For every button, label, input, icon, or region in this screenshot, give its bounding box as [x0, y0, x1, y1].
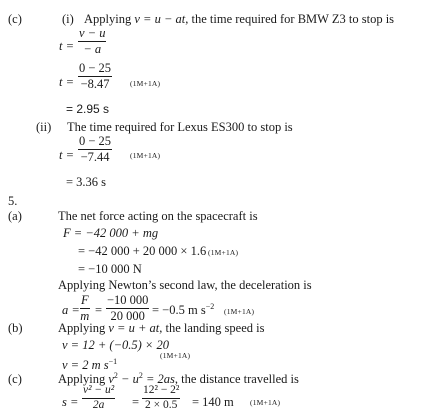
- part-b-intro: Applying v = u + at, the landing speed is: [58, 321, 265, 335]
- subpart-i-intro: Applying v = u − at, the time required for BMW Z3 to stop is: [84, 12, 395, 26]
- landing-speed-eq: v = 12 + (−0.5) × 20: [62, 338, 169, 352]
- formula-v-u-at: v = u − at: [134, 12, 186, 26]
- eq4-lhs: t =: [59, 148, 75, 162]
- eq2-lhs: t =: [59, 75, 75, 89]
- eq1-lhs: t =: [59, 39, 75, 53]
- eq4-fraction: $\frac{0 - 25}{-7.44}$: [79, 134, 112, 164]
- distance-lhs: s =: [62, 395, 79, 409]
- mark-annotation: (1M+1A): [224, 307, 255, 316]
- subpart-ii-text: The time required for Lexus ES300 to stop is: [67, 120, 293, 134]
- accel-equals: =: [95, 303, 103, 317]
- mark-annotation: (1M+1A): [130, 79, 161, 88]
- formula-kinematic-distance: $v^2 - u^2 = 2as$: [108, 371, 175, 386]
- formula-v-u-plus-at: v = u + at: [108, 321, 160, 335]
- force-eq-line1: F = −42 000 + mg: [63, 226, 159, 240]
- subpart-i-label: (i): [62, 12, 74, 26]
- accel-lhs: a =: [62, 303, 80, 317]
- accel-result: = −0.5 m $s^{-2}$: [152, 302, 215, 317]
- force-eq-line3: = −10 000 N: [78, 262, 142, 276]
- accel-fraction-values: $\frac{-10 000}{20 000}$: [107, 293, 149, 323]
- newton-law-text: Applying Newton’s second law, the deceleration is: [58, 278, 312, 292]
- force-eq-line2: = −42 000 + 20 000 × 1.6: [78, 244, 207, 258]
- landing-speed-result: v = 2 m $s^{-1}$: [62, 357, 118, 372]
- distance-fraction-values: $\frac{\text{12² − 2²}}{2 \times 0.5}$: [143, 384, 180, 411]
- distance-fraction-symbolic: $\frac{\text{v² − u²}}{2a}$: [83, 384, 115, 411]
- part-b-label: (b): [8, 321, 23, 335]
- subpart-ii-label: (ii): [36, 120, 52, 134]
- mark-annotation: (1M+1A): [130, 151, 161, 160]
- eq5-result: = 3.36 s: [66, 175, 107, 189]
- part-a-text: The net force acting on the spacecraft is: [58, 209, 258, 223]
- part-c2-label: (c): [8, 372, 22, 386]
- distance-result: = 140 m: [192, 395, 234, 409]
- part-c2-intro: Applying $v^2 - u^2 = 2as$, the distance travelled is: [58, 371, 299, 386]
- part-a-label: (a): [8, 209, 22, 223]
- mark-annotation: (1M+1A): [250, 398, 281, 407]
- mark-annotation: (1M+1A): [208, 248, 239, 257]
- distance-equals: =: [132, 395, 140, 409]
- mark-annotation: (1M+1A): [160, 351, 191, 360]
- eq2-fraction: $\frac{0 - 25}{-8.47}$: [79, 61, 112, 91]
- eq1-fraction: $\frac{v - u}{- a}$: [79, 26, 106, 56]
- accel-fraction-fm: $\frac{F}{m}$: [80, 293, 90, 323]
- eq3-result: = 2.95 s: [66, 102, 110, 116]
- part-c-label: (c): [8, 12, 22, 26]
- question-5-number: 5.: [8, 194, 18, 208]
